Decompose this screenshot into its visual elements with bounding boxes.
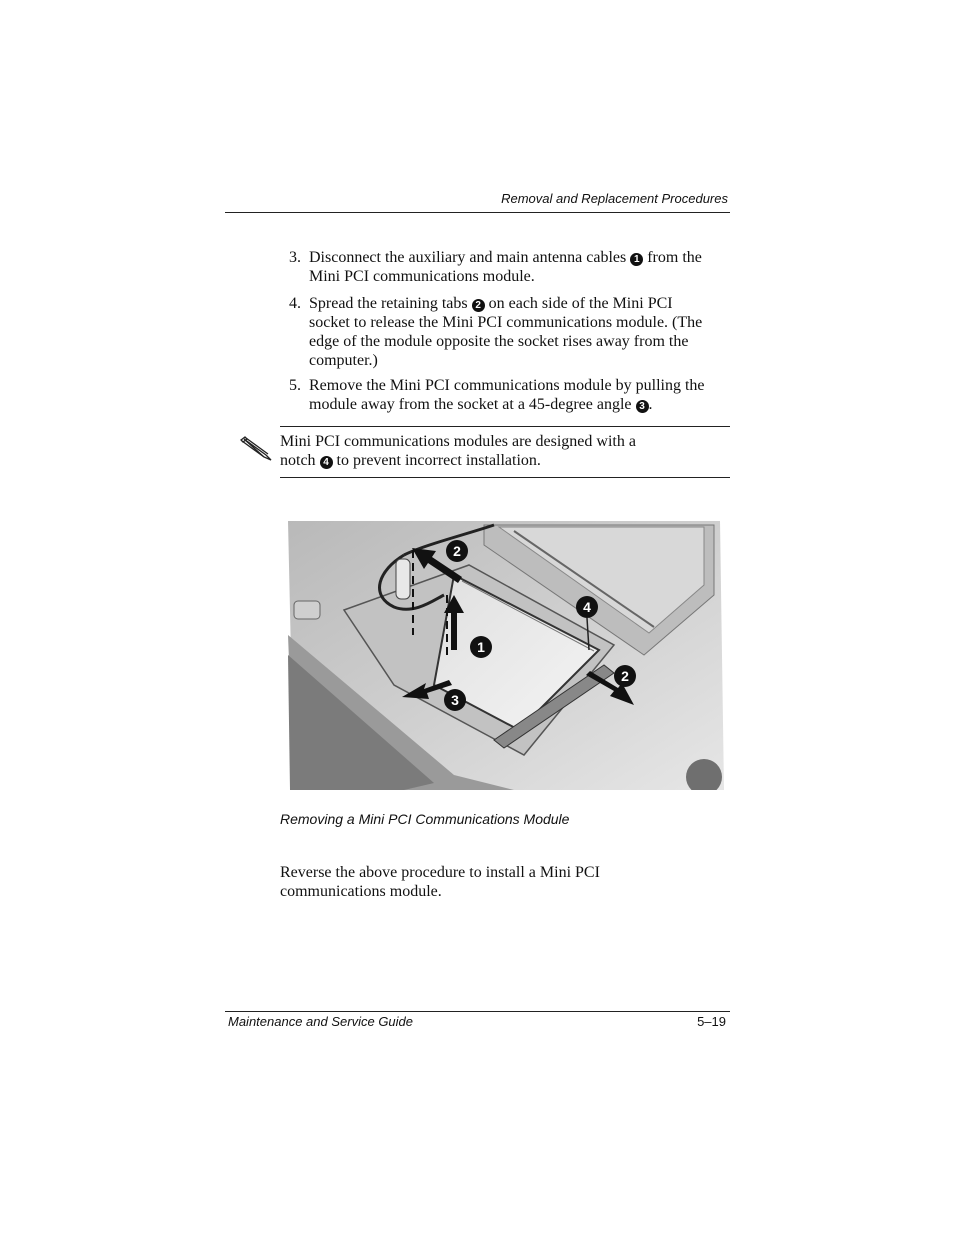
note-text	[280, 432, 720, 470]
note-text-part: to prevent incorrect installation.	[336, 452, 541, 469]
step-text-part: Mini PCI communications module.	[309, 268, 535, 285]
running-header: Removal and Replacement Procedures	[501, 191, 728, 206]
reverse-procedure-paragraph	[280, 863, 720, 901]
figure-illustration	[284, 515, 724, 790]
step-4	[289, 294, 734, 374]
paragraph-line: communications module.	[280, 883, 442, 900]
step-text	[309, 248, 729, 286]
step-text-part: computer.)	[309, 352, 378, 369]
footer-rule	[225, 1011, 730, 1012]
step-text-part: Spread the retaining tabs	[309, 295, 468, 312]
header-rule	[225, 212, 730, 213]
step-text-part: .	[648, 396, 653, 413]
callout-marker: 1	[630, 253, 643, 266]
chassis-latch	[294, 601, 320, 619]
callout-label: 1	[477, 639, 485, 655]
mini-pci-removal-figure	[284, 515, 724, 790]
callout-marker: 3	[636, 400, 649, 413]
callout-label: 4	[583, 599, 591, 615]
step-text-part: socket to release the Mini PCI communications module. (The	[309, 314, 703, 331]
step-number: 5.	[289, 377, 301, 394]
callout-3	[444, 689, 466, 711]
step-text-part: Disconnect the auxiliary and main antenna cables	[309, 249, 627, 266]
note-bottom-rule	[280, 477, 730, 478]
figure-caption: Removing a Mini PCI Communications Module	[280, 811, 570, 827]
footer-page-number: 5–19	[697, 1014, 726, 1029]
step-number: 3.	[289, 249, 301, 266]
step-5	[289, 376, 734, 416]
step-text-part: Remove the Mini PCI communications module by pulling the	[309, 377, 705, 394]
callout-2-top	[446, 540, 468, 562]
step-text-part: on each side of the Mini PCI	[488, 295, 673, 312]
note-text-part: Mini PCI communications modules are designed with a	[280, 433, 636, 450]
antenna-connector-housing	[396, 559, 410, 599]
step-number: 4.	[289, 295, 301, 312]
step-text	[309, 294, 729, 370]
step-text	[309, 376, 729, 414]
callout-label: 3	[451, 692, 459, 708]
callout-1	[470, 636, 492, 658]
note-top-rule	[280, 426, 730, 427]
pencil-note-icon	[240, 436, 274, 462]
callout-2-right	[614, 665, 636, 687]
callout-label: 2	[453, 543, 461, 559]
callout-marker: 4	[320, 456, 333, 469]
footer-guide-title: Maintenance and Service Guide	[228, 1014, 414, 1029]
step-text-part: edge of the module opposite the socket rises away from the	[309, 333, 689, 350]
callout-4	[576, 596, 598, 618]
step-text-part: module away from the socket at a 45-degree angle	[309, 396, 632, 413]
note-text-part: notch	[280, 452, 316, 469]
paragraph-line: Reverse the above procedure to install a Mini PCI	[280, 864, 600, 881]
step-text-part: from the	[647, 249, 702, 266]
step-3	[289, 248, 734, 288]
callout-marker: 2	[472, 299, 485, 312]
callout-label: 2	[621, 668, 629, 684]
